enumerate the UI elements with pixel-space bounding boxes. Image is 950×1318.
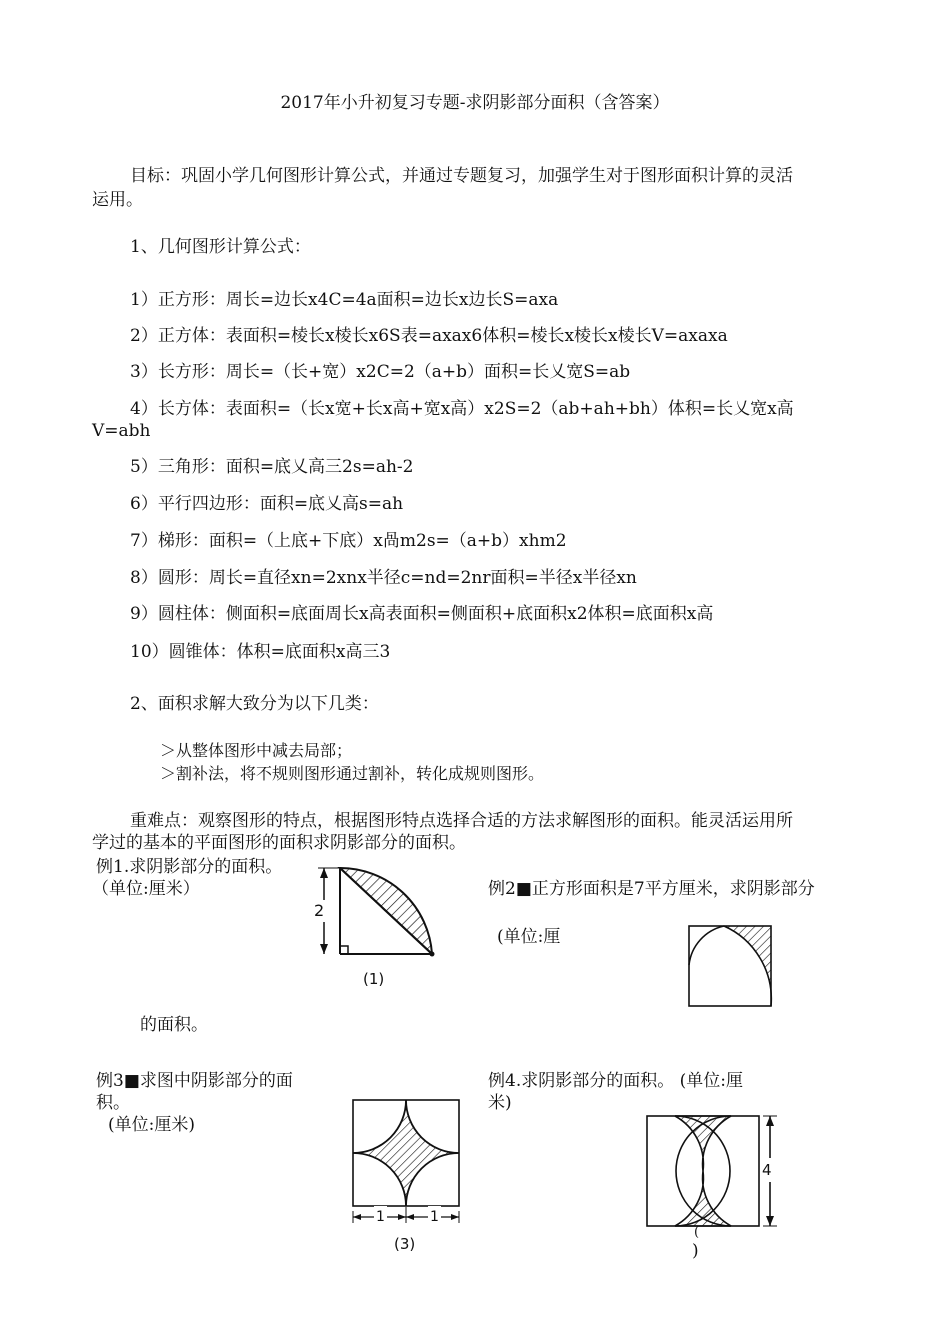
example-3-figure (350, 1097, 470, 1227)
example-1-unit: （单位:厘米） (92, 879, 200, 899)
key-point-line-2: 学过的基本的平面图形的面积求阴影部分的面积。 (92, 833, 466, 853)
goal-line-2: 运用。 (92, 190, 143, 210)
formula-1: 1）正方形：周长=边长x4C=4a面积=边长x边长S=axa (130, 290, 559, 310)
formula-3: 3）长方形：周长=（长+宽）x2C=2（a+b）面积=长乂宽S=ab (130, 362, 631, 382)
example-2-unit: (单位:厘 (497, 927, 561, 947)
method-1: ＞从整体图形中减去局部； (160, 741, 353, 760)
section-1-heading: 1、几何图形计算公式： (130, 237, 311, 257)
example-4-dimension: 4 (762, 1158, 772, 1182)
example-3-caption: (3) (394, 1235, 416, 1253)
formula-10: 10）圆锥体：体积=底面积x高三3 (130, 642, 391, 662)
formula-4: 4）长方体：表面积=（长x宽+长x高+宽x高）x2S=2（ab+ah+bh）体积=长乂宽x高 (130, 399, 794, 419)
example-3-heading-cont: 积。 (96, 1093, 130, 1113)
formula-4-cont: V=abh (92, 421, 151, 441)
goal-line-1: 目标：巩固小学几何图形计算公式，并通过专题复习，加强学生对于图形面积计算的灵活 (130, 166, 793, 186)
example-2-figure (688, 925, 778, 1015)
formula-9: 9）圆柱体：侧面积=底面周长x高表面积=侧面积+底面积x2体积=底面积x高 (130, 604, 714, 624)
key-point-line-1: 重难点：观察图形的特点，根据图形特点选择合适的方法求解图形的面积。能灵活运用所 (130, 811, 793, 831)
section-2-heading: 2、面积求解大致分为以下几类： (130, 694, 379, 714)
example-3-dimension-right: 1 (428, 1206, 441, 1228)
example-1-dimension: 2 (314, 901, 325, 920)
example-2-heading: 例2■正方形面积是7平方厘米，求阴影部分 (488, 879, 815, 899)
page-title: 2017年小升初复习专题-求阴影部分面积（含答案） (280, 93, 670, 113)
example-4-heading: 例4.求阴影部分的面积。 (单位:厘 (488, 1071, 743, 1091)
formula-6: 6）平行四边形：面积=底乂高s=ah (130, 494, 404, 514)
example-4-unit: 米) (488, 1093, 512, 1113)
example-4-caption-bottom: ) (692, 1241, 699, 1261)
formula-2: 2）正方体：表面积=棱长x棱长x6S表=axax6体积=棱长x棱长x棱长V=axaxa (130, 326, 728, 346)
example-3-unit: (单位:厘米) (108, 1115, 195, 1135)
example-1-caption: (1) (363, 970, 385, 988)
example-2-tail: 的面积。 (140, 1015, 208, 1035)
example-3-heading: 例3■求图中阴影部分的面 (96, 1071, 293, 1091)
method-2: ＞割补法，将不规则图形通过割补，转化成规则图形。 (160, 764, 545, 783)
formula-7: 7）梯形：面积=（上底+下底）x咼m2s=（a+b）xhm2 (130, 531, 567, 551)
example-4-caption-top: ( (694, 1225, 700, 1240)
formula-8: 8）圆形：周长=直径xn=2xnx半径c=nd=2nr面积=半径x半径xn (130, 568, 637, 588)
formula-5: 5）三角形：面积=底乂高三2s=ah-2 (130, 457, 414, 477)
example-3-dimension-left: 1 (374, 1206, 387, 1228)
example-1-heading: 例1.求阴影部分的面积。 (96, 857, 283, 877)
